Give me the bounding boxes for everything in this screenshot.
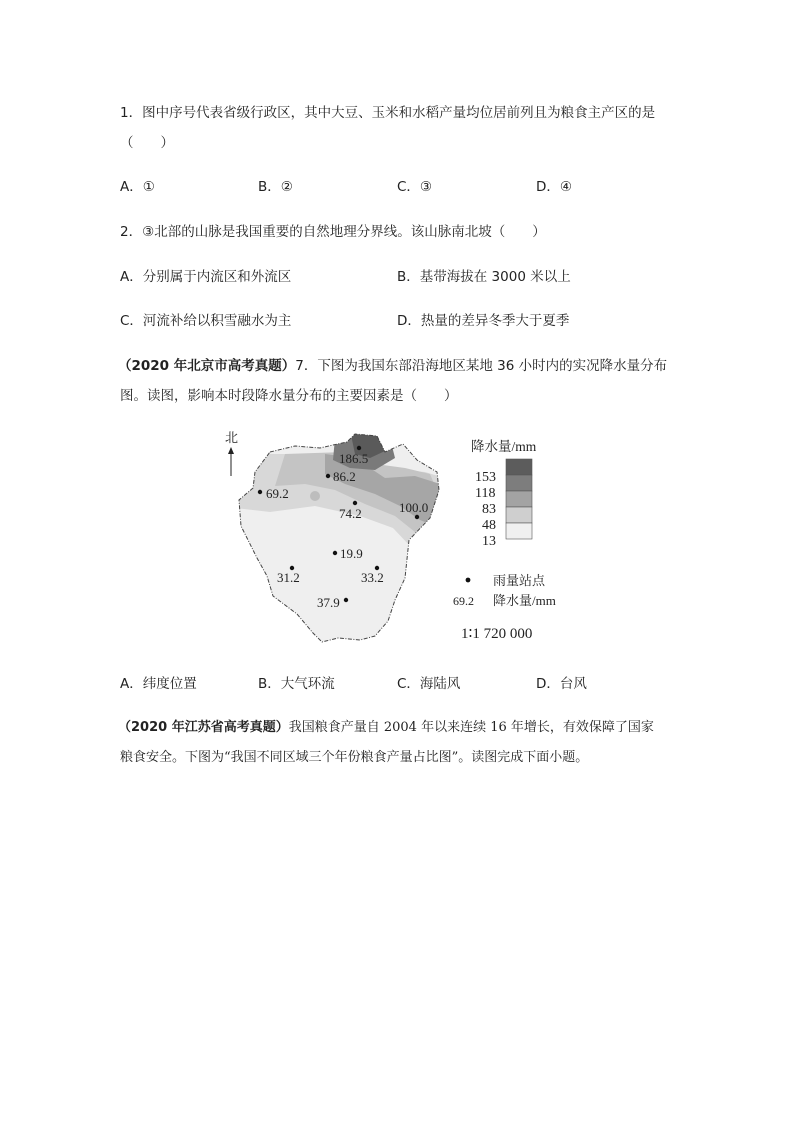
north-arrowhead-icon <box>228 447 234 454</box>
station-value: 33.2 <box>361 570 384 585</box>
legend-value-83: 83 <box>482 502 496 517</box>
q1-option-c: C．③ <box>397 179 433 195</box>
jiangsu-intro-line2: 粮食安全。下图为“我国不同区域三个年份粮食产量占比图”。读图完成下面小题。 <box>120 750 589 765</box>
legend-value-153: 153 <box>475 470 496 485</box>
q7-source: （2020 年北京市高考真题） <box>118 358 296 374</box>
q1-option-b: B．② <box>258 179 293 195</box>
station-value: 19.9 <box>340 546 363 561</box>
legend-value-48: 48 <box>482 518 496 533</box>
legend-color-bar <box>506 459 532 539</box>
station-value: 86.2 <box>333 469 356 484</box>
station-value: 186.5 <box>339 451 369 466</box>
legend-title: 降水量/mm <box>471 439 537 454</box>
jiangsu-text-line1: 我国粮食产量自 2004 年以来连续 16 年增长，有效保障了国家 <box>288 720 654 735</box>
q7-option-c: C．海陆风 <box>397 676 461 692</box>
q2-option-b: B．基带海拔在 3000 米以上 <box>397 269 571 285</box>
precipitation-map-figure <box>225 428 585 653</box>
legend-value-118: 118 <box>475 486 496 501</box>
map-scale: 1∶1 720 000 <box>461 626 533 642</box>
jiangsu-intro-line1 <box>118 718 654 738</box>
q7-stem-line2: 图。读图，影响本时段降水量分布的主要因素是（ ） <box>120 388 458 404</box>
station-value: 31.2 <box>277 570 300 585</box>
value-legend-label: 降水量/mm <box>493 593 556 608</box>
q7-option-d: D．台风 <box>536 676 587 692</box>
north-label: 北 <box>225 430 239 445</box>
station-value: 37.9 <box>317 595 340 610</box>
legend-value-13: 13 <box>482 534 496 549</box>
q7-stem-line1 <box>118 356 667 376</box>
station-legend-label: 雨量站点 <box>493 573 546 588</box>
q7-option-a: A．纬度位置 <box>120 676 197 692</box>
station-value: 100.0 <box>399 500 429 515</box>
q2-option-c: C．河流补给以积雪融水为主 <box>120 313 292 329</box>
q7-stem-text: 7．下图为我国东部沿海地区某地 36 小时内的实况降水量分布 <box>295 358 668 374</box>
value-legend-number: 69.2 <box>453 594 474 608</box>
q2-option-a: A．分别属于内流区和外流区 <box>120 269 292 285</box>
q7-option-b: B．大气环流 <box>258 676 335 692</box>
q1-option-a: A．① <box>120 179 155 195</box>
q1-stem-line2: （ ） <box>120 135 174 151</box>
station-value: 69.2 <box>266 486 289 501</box>
station-legend-dot-icon <box>466 578 471 583</box>
q1-stem-line1: 1．图中序号代表省级行政区，其中大豆、玉米和水稻产量均位居前列且为粮食主产区的是 <box>120 105 656 121</box>
station-value: 74.2 <box>339 506 362 521</box>
q2-stem: 2．③北部的山脉是我国重要的自然地理分界线。该山脉南北坡（ ） <box>120 224 546 240</box>
jiangsu-source: （2020 年江苏省高考真题） <box>118 720 289 735</box>
q1-option-d: D．④ <box>536 179 572 195</box>
q2-option-d: D．热量的差异冬季大于夏季 <box>397 313 570 329</box>
